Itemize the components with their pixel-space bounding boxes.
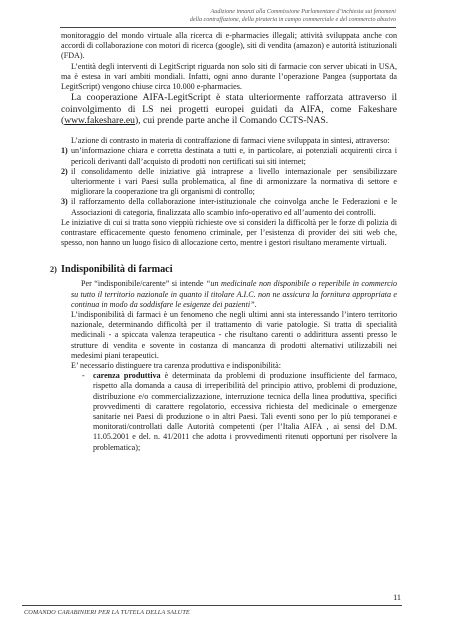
running-header: [66, 8, 396, 24]
section-content: [61, 279, 397, 452]
footer-rule: [22, 605, 402, 606]
definition-text: Per “indisponibile/carente” si intende: [81, 279, 206, 289]
paragraph-initiatives: Le iniziative di cui si tratta sono vieppiù richieste ove si consideri la difficoltà per le forze di polizia di contrastare efficacemente questo fenomeno criminale, per l’esistenza di provider dei siti web che, spesso, non hanno un luogo fisico di allocazione certo, mentre i gestori risultano meramente virtuali.: [61, 217, 397, 248]
fakeshare-link[interactable]: www.fakeshare.eu: [64, 114, 135, 126]
bullet-label: carenza produttiva: [93, 371, 161, 381]
paragraph-action-intro: L’azione di contrasto in materia di contraffazione di farmaci viene sviluppata in sintesi, attraverso:: [71, 136, 390, 146]
list-item-number: 3): [61, 197, 68, 207]
paragraph-distinction: E’ necessario distinguere tra carenza produttiva e indisponibilità:: [71, 360, 281, 370]
definition-quote: “un medicinale non disponibile o reperibile in commercio su tutto il territorio nazionale in quanto il titolare A.I.C. non ne assicura la fornitura appropriata e continua in modo da soddisfare le esigenze dei pazienti”: [71, 279, 397, 309]
bullet-item: [71, 371, 397, 453]
page-number: 11: [393, 593, 401, 602]
list-item-text: un’informazione chiara e corretta destinata a tutti e, in particolare, ai potenziali acquirenti circa i pericoli derivanti dall’acquisto di prodotti non certificati sui siti internet;: [71, 146, 397, 166]
footer-label: COMANDO CARABINIERI PER LA TUTELA DELLA SALUTE: [24, 609, 190, 616]
cooperation-text-start: La cooperazione AIFA-LegitScript è stata ulteriormente rafforzata attraverso il coinvolgimento di LS nei progetti europei guidati da AIFA, come Fakeshare (: [61, 92, 397, 126]
document-body: [50, 31, 397, 453]
list-item: [61, 146, 397, 166]
section-number: 2): [50, 265, 57, 275]
bullet-text: è determinata da problemi di produzione insufficiente del farmaco, rispetto alla domanda a causa di irreperibilità del principio attivo, problemi di produzione, distribuzione e/o commercializzazione, interruzione tecnica della linea produttiva, specifici provvedimenti di carattere regolatorio, eccessiva richiesta del medicinale o emergenze sanitarie nei Paesi di produzione o in altri Paesi. Tali eventi sono per lo più temporanei e monitorati/controllati dalle Autorità competenti (per l’Italia AIFA , ai sensi del D.M. 11.05.2001 e del. n. 41/2011 che adotta i provvedimenti ritenuti opportuni per risolvere la problematica);: [93, 371, 397, 452]
section-title: Indisponibilità di farmaci: [61, 264, 173, 276]
paragraph-legitscript: L’entità degli interventi di LegitScript riguarda non solo siti di farmacie con server ubicati in USA, ma è estesa in vari ambiti mondiali. Infatti, ogni anno durante l’operazione Pangea (supportata da LegitScript) vengono chiuse circa 10.000 e-pharmacies.: [61, 61, 397, 92]
list-item-number: 1): [61, 146, 68, 156]
paragraph-unavailability: L’indisponibilità di farmaci è un fenomeno che negli ultimi anni sta interessando l’intero territorio nazionale, determinando difficoltà per il trattamento di varie patologie. Si tratta di specialità medicinali - a spiccata valenza terapeutica - che risultano carenti o addirittura assenti presso le strutture di vendita e sovente in costanza di mancanza di prodotti alternativi utilizzabili nei medesimi piani terapeutici.: [71, 309, 397, 360]
cooperation-text-end: ), cui prende parte anche il Comando CCTS-NAS.: [134, 114, 329, 126]
list-item: [61, 197, 397, 217]
header-line-2: della contraffazione, della pirateria in campo commerciale e del commercio abusivo: [189, 17, 396, 23]
list-item-text: il rafforzamento della collaborazione inter-istituzionale che coinvolga anche le Federazioni e le Associazioni di categoria, finalizzata allo scambio info-operativo ed all’aumento dei controlli.: [71, 197, 397, 217]
section-heading: [50, 264, 397, 276]
header-line-1: Audizione innanzi alla Commissione Parlamentare d’inchiesta sui fenomeni: [210, 9, 396, 15]
paragraph-cooperation: [61, 92, 397, 126]
action-list: [61, 146, 397, 217]
paragraph-definition: [71, 279, 397, 310]
list-item: [61, 167, 397, 198]
bullet-dash: -: [82, 371, 85, 381]
definition-end: .: [254, 299, 257, 309]
list-item-number: 2): [61, 166, 68, 176]
list-item-text: il consolidamento delle iniziative già intraprese a livello internazionale per sensibilizzare ulteriormente i vari Paesi sulla problematica, al fine di armonizzare la normativa di settore e migliorare la cooperazione tra gli organismi di controllo;: [71, 166, 397, 197]
paragraph-monitoring: monitoraggio del mondo virtuale alla ricerca di e-pharmacies illegali; attività sviluppata anche con accordi di collaborazione con motori di ricerca (google), siti di vendita (amazon) e autorità istituzionali (FDA).: [61, 31, 397, 61]
header-rule: [60, 27, 396, 28]
